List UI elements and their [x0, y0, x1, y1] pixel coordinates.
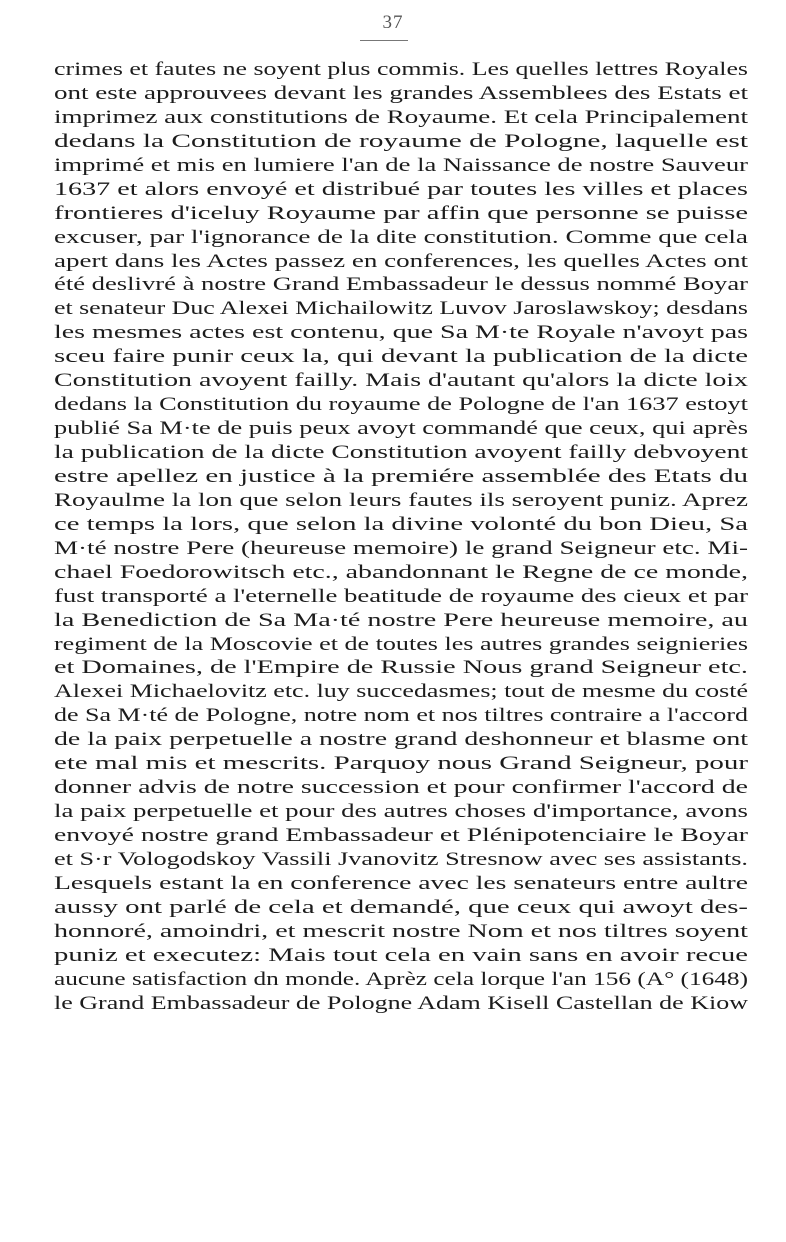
text-line: et Domaines, de l'Empire de Russie Nous grand Seigneur etc. [54, 657, 748, 679]
text-line: chael Foedorowitsch etc., abandonnant le Regne de ce monde, [54, 561, 748, 583]
text-line: publié Sa M·te de puis peux avoyt commandé que ceux, qui après [54, 418, 748, 440]
text-line: la Benediction de Sa Ma·té nostre Pere heureuse memoire, au [54, 609, 748, 631]
text-line: les mesmes actes est contenu, que Sa M·te Royale n'avoyt pas [54, 322, 748, 344]
text-line: de Sa M·té de Pologne, notre nom et nos tiltres contraire a l'accord [54, 705, 748, 727]
text-line: Royaulme la lon que selon leurs fautes ils seroyent puniz. Aprez [54, 489, 748, 511]
text-line: frontieres d'iceluy Royaume par affin que personne se puisse [54, 202, 748, 224]
text-line: ce temps la lors, que selon la divine volonté du bon Dieu, Sa [54, 513, 748, 535]
text-line: Lesquels estant la en conference avec les senateurs entre aultre [54, 872, 748, 894]
text-line: aussy ont parlé de cela et demandé, que ceux qui awoyt des- [54, 896, 748, 918]
text-line: apert dans les Actes passez en conferences, les quelles Actes ont [54, 250, 748, 272]
text-line: sceu faire punir ceux la, qui devant la publication de la dicte [54, 346, 748, 368]
text-line: le Grand Embassadeur de Pologne Adam Kisell Castellan de Kiow [54, 992, 748, 1014]
text-line: ont este approuvees devant les grandes Assemblees des Estats et [54, 82, 748, 104]
text-line: Constitution avoyent failly. Mais d'autant qu'alors la dicte loix [54, 370, 748, 392]
text-line: honnoré, amoindri, et mescrit nostre Nom et nos tiltres soyent [54, 920, 748, 942]
text-line: M·té nostre Pere (heureuse memoire) le grand Seigneur etc. Mi- [54, 537, 748, 559]
text-line: imprimé et mis en lumiere l'an de la Naissance de nostre Sauveur [54, 154, 748, 176]
text-line: été deslivré à nostre Grand Embassadeur le dessus nommé Boyar [54, 274, 748, 296]
text-line: fust transporté a l'eternelle beatitude de royaume des cieux et par [54, 585, 748, 607]
text-line: la publication de la dicte Constitution avoyent failly debvoyent [54, 442, 748, 463]
text-line: 1637 et alors envoyé et distribué par toutes les villes et places [54, 178, 748, 200]
text-line: puniz et executez: Mais tout cela en vain sans en avoir recue [54, 944, 748, 966]
text-line: et S·r Vologodskoy Vassili Jvanovitz Stresnow avec ses assistants. [54, 848, 748, 870]
text-line: Alexei Michaelovitz etc. luy succedasmes; tout de mesme du costé [54, 681, 748, 703]
text-line: envoyé nostre grand Embassadeur et Plénipotenciaire le Boyar [54, 825, 748, 846]
text-line: de la paix perpetuelle a nostre grand deshonneur et blasme ont [54, 729, 748, 751]
page-number: 37 [382, 12, 404, 33]
text-line: la paix perpetuelle et pour des autres choses d'importance, avons [54, 801, 748, 823]
text-line: donner advis de notre succession et pour confirmer l'accord de [54, 777, 748, 799]
text-line: et senateur Duc Alexei Michailowitz Luvov Jaroslawskoy; desdans [54, 298, 748, 320]
text-line: aucune satisfaction dn monde. Aprèz cela lorque l'an 156 (A° (1648) [54, 968, 748, 990]
page-number-rule [360, 40, 408, 41]
text-line: crimes et fautes ne soyent plus commis. Les quelles lettres Royales [54, 59, 748, 80]
text-line: ete mal mis et mescrits. Parquoy nous Grand Seigneur, pour [54, 753, 748, 775]
body-text [54, 58, 748, 1016]
text-line: regiment de la Moscovie et de toutes les autres grandes seignieries [54, 633, 748, 655]
text-line: dedans la Constitution du royaume de Pologne de l'an 1637 estoyt [54, 394, 748, 416]
text-line: estre apellez en justice à la premiére assemblée des Etats du [54, 465, 748, 487]
text-line: dedans la Constitution de royaume de Pologne, laquelle est [54, 130, 748, 152]
text-line: imprimez aux constitutions de Royaume. Et cela Principalement [54, 106, 748, 128]
text-line: excuser, par l'ignorance de la dite constitution. Comme que cela [54, 226, 748, 248]
